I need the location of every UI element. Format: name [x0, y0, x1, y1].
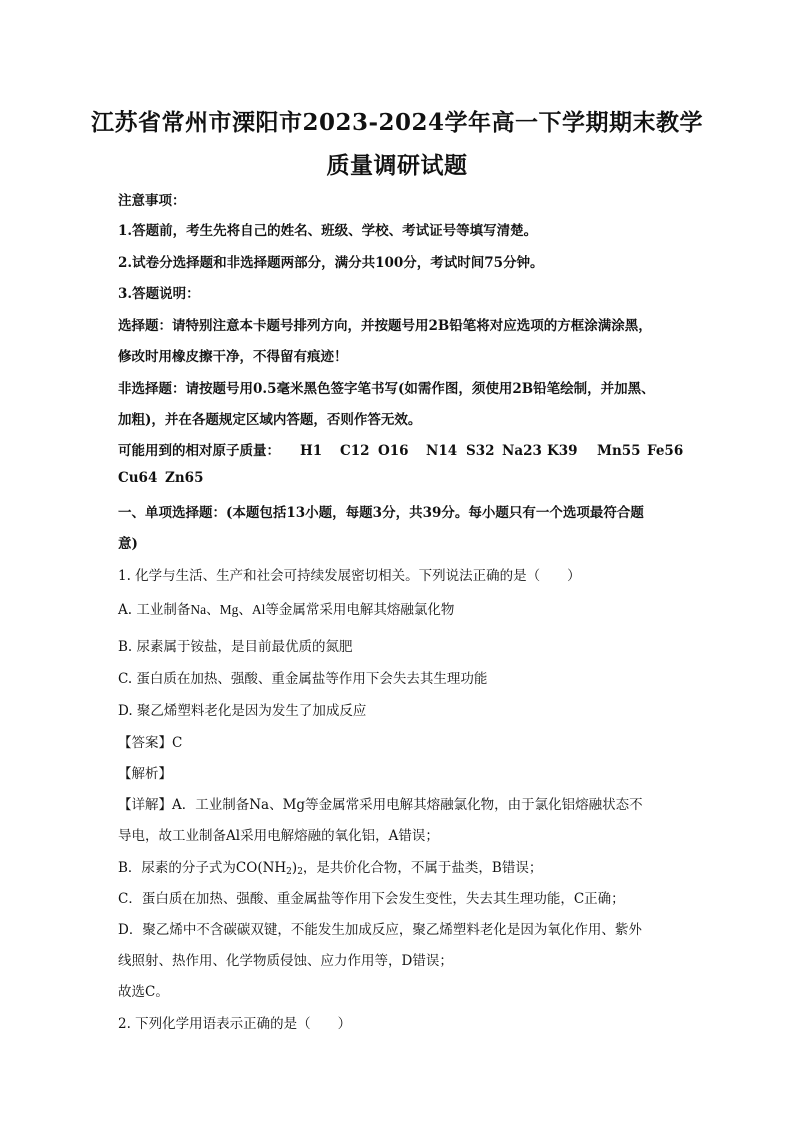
notice-heading: 注意事项： [118, 193, 186, 209]
question-1-option-b: B. 尿素属于铵盐，是目前最优质的氮肥 [118, 639, 353, 655]
atomic-mass-item: N14 [426, 443, 458, 459]
atomic-mass-item: Zn65 [165, 470, 204, 486]
question-2-stem: 2. 下列化学用语表示正确的是（ ） [118, 1016, 352, 1032]
question-1-option-d: D. 聚乙烯塑料老化是因为发生了加成反应 [118, 703, 367, 719]
detail-b-subscript: 2 [286, 867, 292, 877]
option-a-suffix: 等金属常采用电解其熔融氯化物 [265, 602, 455, 618]
atomic-mass-item: C12 [340, 443, 370, 459]
section-heading-line2: 意) [118, 536, 138, 552]
detail-line-1: 【详解】A．工业制备Na、Mg等金属常采用电解其熔融氯化物，由于氯化铝熔融状态不 [118, 797, 643, 813]
nonchoice-instruction-line1: 非选择题：请按题号用0.5毫米黑色签字笔书写(如需作图，须使用2B铅笔绘制，并加黑、 [118, 381, 655, 397]
detail-b-suffix: ，是共价化合物，不属于盐类，B错误； [302, 860, 543, 876]
atomic-mass-item: Fe56 [647, 443, 684, 459]
atomic-mass-item: Mn55 [597, 443, 641, 459]
notice-item-3: 3.答题说明： [118, 286, 200, 302]
atomic-mass-item: Na23 [502, 443, 542, 459]
nonchoice-instruction-line2: 加粗)，并在各题规定区域内答题，否则作答无效。 [118, 412, 422, 428]
conclusion: 故选C。 [118, 984, 169, 1000]
atomic-mass-item: Cu64 [118, 470, 158, 486]
notice-item-2: 2.试卷分选择题和非选择题两部分，满分共100分，考试时间75分钟。 [118, 255, 544, 271]
choice-instruction-line1: 选择题：请特别注意本卡题号排列方向，并按题号用2B铅笔将对应选项的方框涂满涂黑， [118, 318, 652, 334]
notice-item-1: 1.答题前，考生先将自己的姓名、班级、学校、考试证号等填写清楚。 [118, 223, 538, 239]
detail-option-d-line1: D．聚乙烯中不含碳碳双键，不能发生加成反应，聚乙烯塑料老化是因为氧化作用、紫外 [118, 922, 642, 938]
detail-b-prefix: B．尿素的分子式为CO(NH [118, 860, 287, 876]
atomic-mass-item: H1 [300, 443, 323, 459]
page-title-line1: 江苏省常州市溧阳市2023-2024学年高一下学期期末教学 [90, 109, 704, 136]
analysis-label: 【解析】 [118, 766, 172, 782]
detail-b-subscript: 2 [297, 867, 303, 877]
detail-option-d-line2: 线照射、热作用、化学物质侵蚀、应力作用等，D错误； [118, 953, 453, 969]
page-title-line2: 质量调研试题 [326, 152, 468, 179]
detail-line-2: 导电，故工业制备Al采用电解熔融的氧化铝，A错误； [118, 828, 439, 844]
question-1-option-a [118, 598, 454, 618]
question-1-option-c: C. 蛋白质在加热、强酸、重金属盐等作用下会失去其生理功能 [118, 671, 488, 687]
detail-b-paren: ) [291, 860, 298, 876]
atomic-mass-item: S32 [466, 443, 495, 459]
detail-option-b [118, 856, 542, 876]
atomic-mass-row2 [118, 470, 203, 486]
choice-instruction-line2: 修改时用橡皮擦干净，不得留有痕迹！ [118, 349, 348, 365]
detail-option-c: C．蛋白质在加热、强酸、重金属盐等作用下会发生变性，失去其生理功能，C正确； [118, 891, 625, 907]
answer-label: 【答案】C [118, 735, 183, 751]
question-1-stem: 1. 化学与生活、生产和社会可持续发展密切相关。下列说法正确的是（ ） [118, 568, 581, 584]
section-heading-line1: 一、单项选择题：(本题包括13小题，每题3分，共39分。每小题只有一个选项最符合题 [118, 505, 644, 521]
atomic-mass-item: O16 [378, 443, 409, 459]
atomic-mass-row1 [118, 439, 683, 459]
option-a-elements: Na、Mg、Al [190, 602, 266, 617]
option-a-prefix: A. 工业制备 [118, 602, 191, 618]
atomic-mass-label: 可能用到的相对原子质量： [118, 443, 280, 459]
atomic-mass-item: K39 [547, 443, 578, 459]
